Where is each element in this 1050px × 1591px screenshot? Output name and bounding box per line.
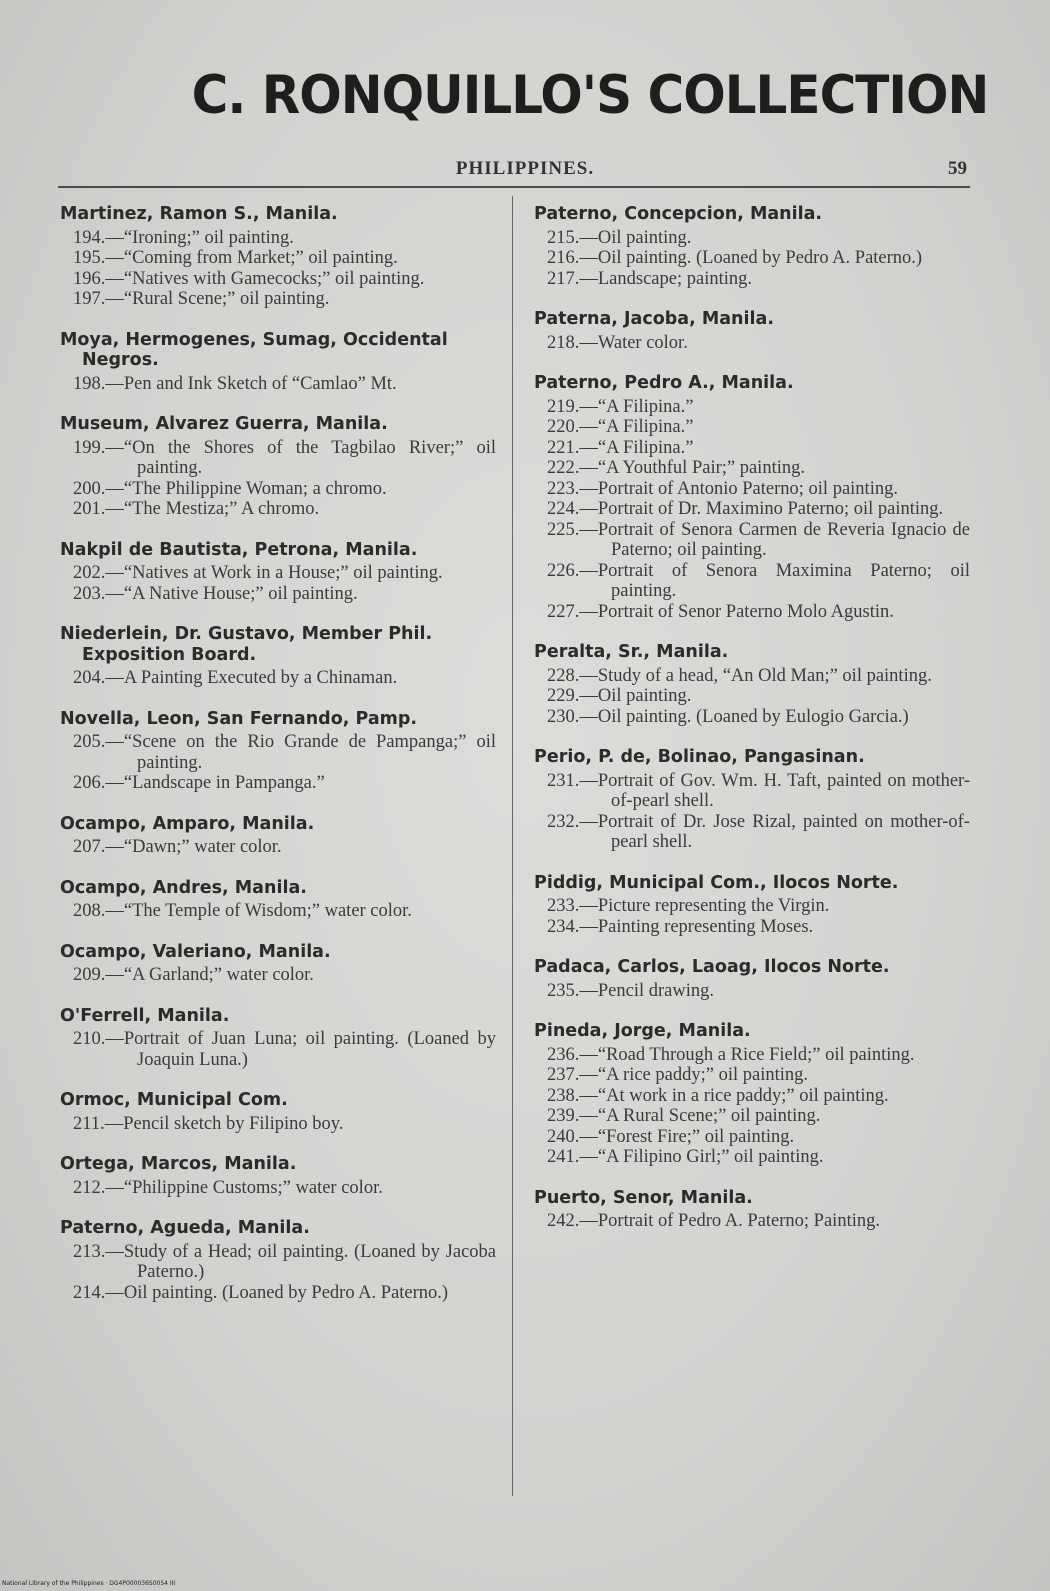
left-column bbox=[60, 204, 496, 1323]
exhibitor-name: Museum, Alvarez Guerra, Manila. bbox=[60, 414, 388, 434]
catalog-entry bbox=[534, 642, 970, 727]
catalog-item: 229.—Oil painting. bbox=[547, 686, 692, 706]
catalog-item: 209.—“A Garland;” water color. bbox=[73, 965, 314, 985]
header-rule bbox=[58, 186, 970, 188]
catalog-item: 203.—“A Native House;” oil painting. bbox=[73, 583, 358, 604]
catalog-item: 197.—“Rural Scene;” oil painting. bbox=[73, 289, 330, 309]
exhibitor-name: Martinez, Ramon S., Manila. bbox=[60, 204, 338, 224]
catalog-item: 223.—Portrait of Antonio Paterno; oil painting. bbox=[547, 478, 898, 499]
exhibitor-name: Paterno, Concepcion, Manila. bbox=[534, 204, 823, 224]
catalog-entry bbox=[60, 204, 496, 310]
exhibitor-name: Paterno, Agueda, Manila. bbox=[60, 1218, 310, 1238]
catalog-entry bbox=[60, 1090, 496, 1134]
catalog-item: 224.—Portrait of Dr. Maximino Paterno; oil painting. bbox=[547, 499, 944, 519]
catalog-item: 204.—A Painting Executed by a Chinaman. bbox=[73, 668, 398, 688]
catalog-item: 236.—“Road Through a Rice Field;” oil painting. bbox=[547, 1044, 915, 1065]
right-column bbox=[534, 204, 970, 1252]
catalog-item: 200.—“The Philippine Woman; a chromo. bbox=[73, 478, 387, 499]
catalog-item: 219.—“A Filipina.” bbox=[547, 396, 694, 417]
catalog-entry bbox=[534, 1188, 970, 1232]
catalog-item: 199.—“On the Shores of the Tagbilao River;” oil painting. bbox=[73, 437, 496, 478]
catalog-item: 231.—Portrait of Gov. Wm. H. Taft, painted on mother-of-pearl shell. bbox=[547, 770, 970, 811]
catalog-item: 238.—“At work in a rice paddy;” oil painting. bbox=[547, 1085, 889, 1106]
catalog-item: 194.—“Ironing;” oil painting. bbox=[73, 227, 294, 248]
exhibitor-name: Peralta, Sr., Manila. bbox=[534, 642, 729, 662]
catalog-item: 218.—Water color. bbox=[547, 332, 688, 353]
exhibitor-name: Perio, P. de, Bolinao, Pangasinan. bbox=[534, 747, 865, 767]
catalog-entry bbox=[60, 540, 496, 605]
catalog-item: 220.—“A Filipina.” bbox=[547, 417, 694, 437]
catalog-entry bbox=[534, 373, 970, 622]
catalog-item: 207.—“Dawn;” water color. bbox=[73, 837, 282, 857]
catalog-entry bbox=[60, 1006, 496, 1071]
running-head: PHILIPPINES. bbox=[455, 158, 595, 179]
catalog-item: 234.—Painting representing Moses. bbox=[547, 916, 814, 937]
catalog-item: 235.—Pencil drawing. bbox=[547, 980, 714, 1001]
exhibitor-name: Paterno, Pedro A., Manila. bbox=[534, 373, 794, 393]
catalog-entry bbox=[60, 709, 496, 794]
exhibitor-name: Niederlein, Dr. Gustavo, Member Phil. Exposition Board. bbox=[60, 624, 433, 665]
catalog-entry bbox=[60, 1154, 496, 1198]
catalog-item: 239.—“A Rural Scene;” oil painting. bbox=[547, 1106, 821, 1126]
exhibitor-name: O'Ferrell, Manila. bbox=[60, 1005, 230, 1026]
catalog-item: 206.—“Landscape in Pampanga.” bbox=[73, 773, 325, 793]
archive-credit: National Library of the Philippines · DG4P000036S0054 III bbox=[2, 1580, 176, 1587]
exhibitor-name: Nakpil de Bautista, Petrona, Manila. bbox=[60, 539, 418, 560]
exhibitor-name: Piddig, Municipal Com., Ilocos Norte. bbox=[534, 872, 899, 893]
exhibitor-name: Novella, Leon, San Fernando, Pamp. bbox=[60, 708, 418, 729]
catalog-item: 242.—Portrait of Pedro A. Paterno; Painting. bbox=[547, 1211, 880, 1231]
exhibitor-name: Puerto, Senor, Manila. bbox=[534, 1187, 753, 1208]
column-divider bbox=[512, 196, 513, 1496]
catalog-entry bbox=[534, 873, 970, 938]
catalog-item: 212.—“Philippine Customs;” water color. bbox=[73, 1177, 383, 1198]
catalog-entry bbox=[60, 1218, 496, 1303]
catalog-entry bbox=[60, 814, 496, 858]
catalog-item: 202.—“Natives at Work in a House;” oil painting. bbox=[73, 563, 443, 583]
catalog-entry bbox=[534, 747, 970, 853]
catalog-item: 208.—“The Temple of Wisdom;” water color. bbox=[73, 901, 412, 921]
exhibitor-name: Ormoc, Municipal Com. bbox=[60, 1090, 288, 1110]
catalog-entry bbox=[60, 330, 496, 395]
exhibitor-name: Ocampo, Valeriano, Manila. bbox=[60, 941, 331, 962]
exhibitor-name: Moya, Hermogenes, Sumag, Occidental Negros. bbox=[60, 329, 448, 370]
catalog-item: 216.—Oil painting. (Loaned by Pedro A. Paterno.) bbox=[547, 248, 923, 268]
catalog-item: 196.—“Natives with Gamecocks;” oil painting. bbox=[73, 268, 425, 289]
catalog-item: 195.—“Coming from Market;” oil painting. bbox=[73, 248, 398, 268]
catalog-entry bbox=[60, 624, 496, 689]
page-number: 59 bbox=[948, 158, 967, 179]
exhibitor-name: Pineda, Jorge, Manila. bbox=[534, 1021, 751, 1041]
catalog-item: 233.—Picture representing the Virgin. bbox=[547, 896, 830, 916]
catalog-entry bbox=[534, 957, 970, 1001]
catalog-item: 230.—Oil painting. (Loaned by Eulogio Garcia.) bbox=[547, 706, 909, 727]
exhibitor-name: Ortega, Marcos, Manila. bbox=[60, 1154, 297, 1174]
catalog-entry bbox=[60, 878, 496, 922]
catalog-item: 217.—Landscape; painting. bbox=[547, 268, 752, 289]
catalog-entry bbox=[60, 414, 496, 520]
catalog-item: 232.—Portrait of Dr. Jose Rizal, painted on mother-of-pearl shell. bbox=[547, 811, 970, 852]
catalog-item: 214.—Oil painting. (Loaned by Pedro A. Paterno.) bbox=[73, 1282, 449, 1303]
catalog-item: 215.—Oil painting. bbox=[547, 227, 692, 248]
catalog-item: 210.—Portrait of Juan Luna; oil painting. (Loaned by Joaquin Luna.) bbox=[73, 1029, 496, 1070]
exhibitor-name: Ocampo, Andres, Manila. bbox=[60, 877, 307, 898]
catalog-item: 228.—Study of a head, “An Old Man;” oil painting. bbox=[547, 665, 932, 686]
exhibitor-name: Padaca, Carlos, Laoag, Ilocos Norte. bbox=[534, 957, 890, 977]
catalog-item: 240.—“Forest Fire;” oil painting. bbox=[547, 1126, 795, 1147]
catalog-entry bbox=[534, 1021, 970, 1168]
catalog-item: 226.—Portrait of Senora Maximina Paterno; oil painting. bbox=[547, 560, 970, 601]
catalog-item: 213.—Study of a Head; oil painting. (Loaned by Jacoba Paterno.) bbox=[73, 1241, 496, 1282]
catalog-entry bbox=[60, 942, 496, 986]
collection-stamp: C. RONQUILLO'S COLLECTION bbox=[191, 64, 989, 126]
catalog-item: 205.—“Scene on the Rio Grande de Pampanga;” oil painting. bbox=[73, 732, 496, 773]
catalog-entry bbox=[534, 309, 970, 353]
exhibitor-name: Paterna, Jacoba, Manila. bbox=[534, 309, 774, 329]
catalog-item: 211.—Pencil sketch by Filipino boy. bbox=[73, 1113, 344, 1134]
catalog-item: 221.—“A Filipina.” bbox=[547, 437, 694, 458]
catalog-item: 198.—Pen and Ink Sketch of “Camlao” Mt. bbox=[73, 373, 397, 394]
exhibitor-name: Ocampo, Amparo, Manila. bbox=[60, 813, 315, 834]
catalog-item: 237.—“A rice paddy;” oil painting. bbox=[547, 1065, 808, 1085]
catalog-item: 225.—Portrait of Senora Carmen de Reveria Ignacio de Paterno; oil painting. bbox=[547, 519, 970, 560]
catalog-item: 201.—“The Mestiza;” A chromo. bbox=[73, 499, 320, 519]
catalog-item: 241.—“A Filipino Girl;” oil painting. bbox=[547, 1147, 824, 1167]
catalog-item: 222.—“A Youthful Pair;” painting. bbox=[547, 458, 805, 478]
catalog-entry bbox=[534, 204, 970, 289]
catalog-item: 227.—Portrait of Senor Paterno Molo Agustin. bbox=[547, 601, 894, 622]
